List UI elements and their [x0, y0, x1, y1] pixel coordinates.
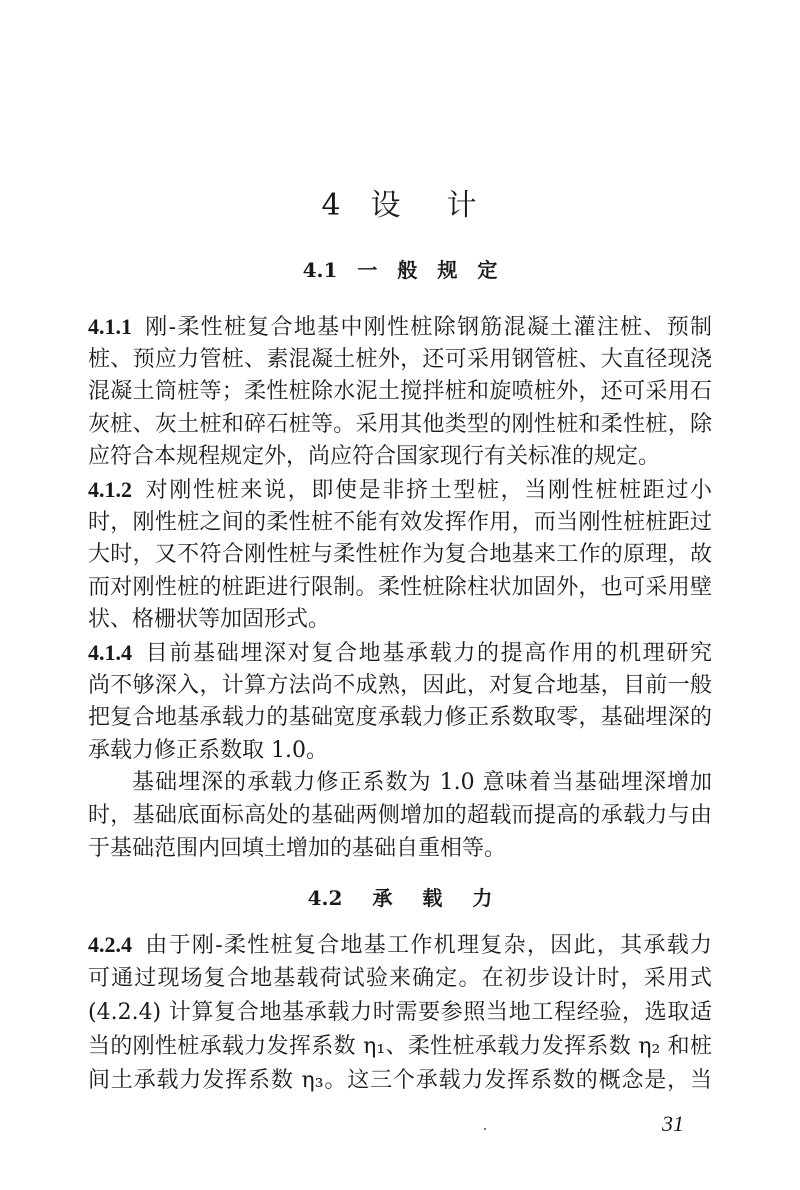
- section-title-char: 定: [477, 258, 498, 282]
- clause-4-1-4: [88, 637, 712, 767]
- section-number: 4.2: [307, 886, 343, 910]
- text-line: 刚-柔性桩复合地基中刚性桩除钢筋混凝土灌注桩、预制: [144, 315, 712, 340]
- text-line: 时，刚性桩之间的柔性桩不能有效发挥作用，而当刚性桩桩距过: [88, 509, 712, 535]
- section-title-char: 力: [472, 886, 493, 910]
- clause-4-2-4: [88, 928, 712, 1098]
- section-title-char: 般: [397, 258, 418, 282]
- section-4-1-body: [88, 311, 712, 865]
- clause-number: 4.1.4: [88, 639, 132, 665]
- text-line: 由于刚-柔性桩复合地基工作机理复杂，因此，其承载力: [144, 933, 712, 958]
- clause-number: 4.1.1: [88, 314, 132, 339]
- text-line: 于基础范围内回填土增加的基础自重相等。: [88, 835, 507, 861]
- text-line: 尚不够深入，计算方法尚不成熟，因此，对复合地基，目前一般: [88, 672, 712, 698]
- text-line: 基础埋深的承载力修正系数为 1.0 意味着当基础埋深增加: [132, 770, 712, 796]
- text-line: 对刚性桩来说，即使是非挤土型桩，当刚性桩桩距过小: [144, 477, 712, 503]
- text-line: 应符合本规程规定外，尚应符合国家现行有关标准的规定。: [88, 444, 661, 470]
- text-line: 大时，又不符合刚性桩与柔性桩作为复合地基来工作的原理，故: [88, 542, 712, 568]
- text-line: 目前基础埋深对复合地基承载力的提高作用的机理研究: [144, 640, 712, 666]
- chapter-title-char: 设: [370, 188, 403, 223]
- chapter-title: [0, 186, 800, 226]
- clause-number: 4.1.2: [88, 476, 132, 502]
- text-line: 灰桩、灰土桩和碎石桩等。采用其他类型的刚性桩和柔性桩，除: [88, 411, 712, 437]
- chapter-title-char: 计: [446, 188, 479, 223]
- section-title-char: 承: [372, 886, 393, 910]
- text-line: 间土承载力发挥系数 η₃。这三个承载力发挥系数的概念是，当: [88, 1068, 712, 1093]
- section-heading-4-1: [0, 256, 800, 284]
- section-4-2-body: [88, 928, 712, 1098]
- section-title-char: 载: [422, 886, 443, 910]
- page-number: 31: [662, 1111, 684, 1136]
- text-line: 而对刚性桩的桩距进行限制。柔性桩除柱状加固外，也可采用壁: [88, 574, 712, 600]
- section-title-char: 规: [437, 258, 458, 282]
- text-line: 桩、预应力管桩、素混凝土桩外，还可采用钢管桩、大直径现浇: [88, 346, 712, 372]
- text-line: 当的刚性桩承载力发挥系数 η₁、柔性桩承载力发挥系数 η₂ 和桩: [88, 1034, 712, 1059]
- explanatory-paragraph: [88, 767, 712, 865]
- clause-4-1-1: [88, 311, 712, 474]
- text-line: 可通过现场复合地基载荷试验来确定。在初步设计时，采用式: [88, 966, 712, 991]
- text-line: 承载力修正系数取 1.0。: [88, 737, 328, 763]
- text-line: 混凝土筒桩等；柔性桩除水泥土搅拌桩和旋喷桩外，还可采用石: [88, 379, 712, 405]
- section-number: 4.1: [302, 258, 338, 282]
- section-title-char: 一: [357, 258, 378, 282]
- text-line: 把复合地基承载力的基础宽度承载力修正系数取零，基础埋深的: [88, 705, 712, 731]
- clause-4-1-2: [88, 474, 712, 637]
- text-line: (4.2.4) 计算复合地基承载力时需要参照当地工程经验，选取适: [88, 1000, 712, 1025]
- clause-number: 4.2.4: [88, 932, 132, 957]
- chapter-number: 4: [321, 188, 343, 223]
- scan-speck: [484, 1128, 486, 1130]
- section-heading-4-2: [0, 884, 800, 912]
- text-line: 时，基础底面标高处的基础两侧增加的超载而提高的承载力与由: [88, 802, 712, 828]
- text-line: 状、格栅状等加固形式。: [88, 607, 331, 633]
